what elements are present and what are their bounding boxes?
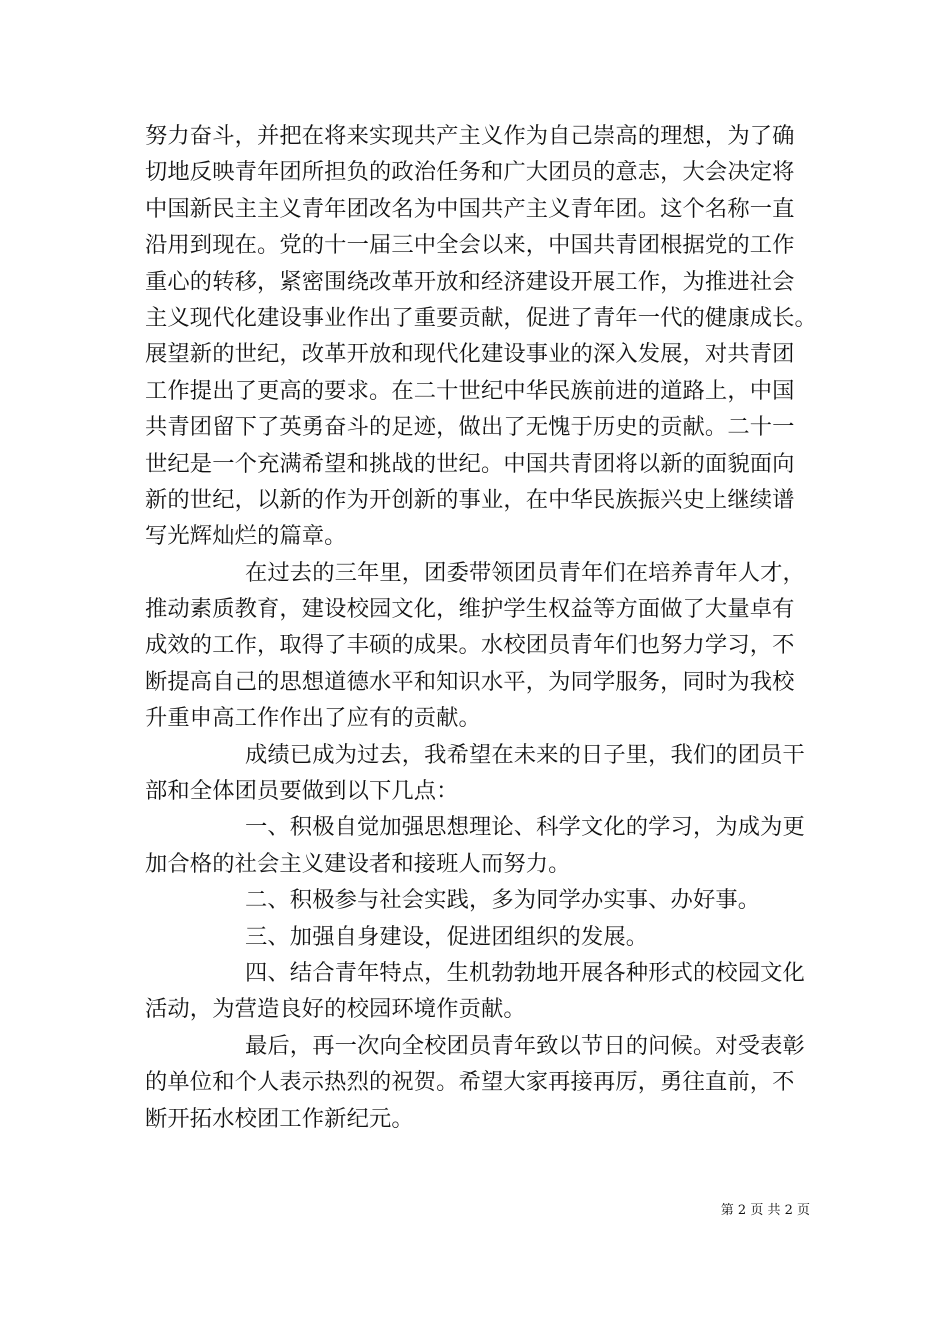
text-line: 中国新民主主义青年团改名为中国共产主义青年团。这个名称一直 [145, 195, 795, 222]
text-line: 成绩已成为过去，我希望在未来的日子里，我们的团员干 [245, 741, 805, 768]
text-line: 升重申高工作作出了应有的贡献。 [145, 705, 481, 732]
text-line: 重心的转移，紧密围绕改革开放和经济建设开展工作，为推进社会 [145, 268, 795, 295]
text-line: 活动，为营造良好的校园环境作贡献。 [145, 996, 526, 1023]
text-line: 断开拓水校团工作新纪元。 [145, 1105, 414, 1132]
text-line: 新的世纪，以新的作为开创新的事业，在中华民族振兴史上继续谱 [145, 486, 795, 513]
text-line: 展望新的世纪，改革开放和现代化建设事业的深入发展，对共青团 [145, 341, 795, 368]
text-line: 推动素质教育，建设校园文化，维护学生权益等方面做了大量卓有 [145, 596, 795, 623]
page-number-footer: 第 2 页 共 2 页 [720, 1203, 810, 1218]
text-line: 努力奋斗，并把在将来实现共产主义作为自己崇高的理想，为了确 [145, 123, 795, 149]
text-line: 二、积极参与社会实践，多为同学办实事、办好事。 [245, 887, 761, 914]
text-line: 三、加强自身建设，促进团组织的发展。 [245, 923, 649, 950]
text-line: 写光辉灿烂的篇章。 [145, 523, 347, 550]
text-line: 在过去的三年里，团委带领团员青年们在培养青年人才， [245, 559, 805, 586]
text-line: 最后，再一次向全校团员青年致以节日的问候。对受表彰 [245, 1032, 805, 1059]
text-line: 四、结合青年特点，生机勃勃地开展各种形式的校园文化 [245, 959, 805, 986]
text-line: 主义现代化建设事业作出了重要贡献，促进了青年一代的健康成长。 [145, 304, 817, 331]
text-line: 加合格的社会主义建设者和接班人而努力。 [145, 850, 571, 877]
text-line: 世纪是一个充满希望和挑战的世纪。中国共青团将以新的面貌面向 [145, 450, 795, 477]
text-line: 共青团留下了英勇奋斗的足迹，做出了无愧于历史的贡献。二十一 [145, 414, 795, 441]
text-line: 沿用到现在。党的十一届三中全会以来，中国共青团根据党的工作 [145, 232, 795, 259]
text-line: 成效的工作，取得了丰硕的成果。水校团员青年们也努力学习，不 [145, 632, 795, 659]
text-line: 断提高自己的思想道德水平和知识水平，为同学服务，同时为我校 [145, 668, 795, 695]
document-body [145, 118, 815, 1137]
text-line: 切地反映青年团所担负的政治任务和广大团员的意志，大会决定将 [145, 159, 795, 186]
text-line: 工作提出了更高的要求。在二十世纪中华民族前进的道路上，中国 [145, 377, 795, 404]
text-line: 的单位和个人表示热烈的祝贺。希望大家再接再厉，勇往直前，不 [145, 1069, 795, 1096]
text-line: 一、积极自觉加强思想理论、科学文化的学习，为成为更 [245, 814, 805, 841]
text-line: 部和全体团员要做到以下几点： [145, 778, 459, 805]
